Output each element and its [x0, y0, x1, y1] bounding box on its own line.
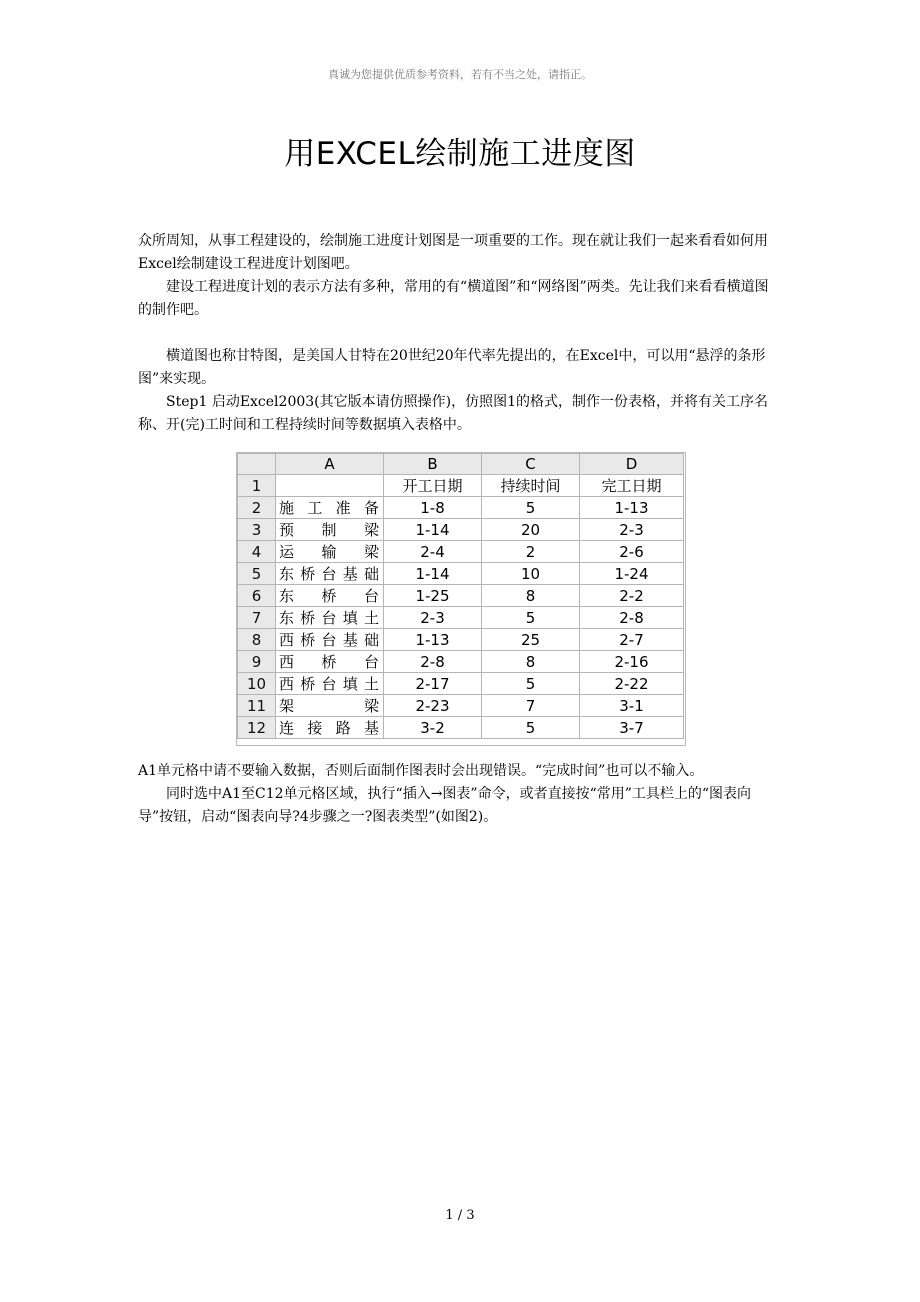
cell-duration: 5 — [482, 673, 580, 695]
cell-end-date: 2-22 — [580, 673, 684, 695]
cell-start-date: 1-8 — [384, 497, 482, 519]
cell-start-date: 1-25 — [384, 585, 482, 607]
cell-end-date: 3-7 — [580, 717, 684, 739]
column-header-row — [238, 454, 684, 475]
row-number: 8 — [238, 629, 276, 651]
cell-name: 东桥台基础 — [276, 563, 384, 585]
paragraph-5: A1单元格中请不要输入数据，否则后面制作图表时会出现错误。“完成时间”也可以不输入。 — [138, 763, 704, 779]
paragraph-4: Step1 启动Excel2003(其它版本请仿照操作)，仿照图1的格式，制作一份表格，并将有关工序名称、开(完)工时间和工程持续时间等数据填入表格中。 — [138, 394, 768, 433]
cell-duration: 5 — [482, 497, 580, 519]
table-row — [238, 497, 684, 519]
cell-duration: 2 — [482, 541, 580, 563]
cell-duration: 8 — [482, 585, 580, 607]
table-row — [238, 651, 684, 673]
row-number: 12 — [238, 717, 276, 739]
row-number: 10 — [238, 673, 276, 695]
cell-end-date: 2-16 — [580, 651, 684, 673]
intro-text — [138, 230, 782, 437]
row-number: 5 — [238, 563, 276, 585]
cell-name: 西桥台基础 — [276, 629, 384, 651]
followup-text — [138, 760, 782, 829]
cell-end-date: 2-8 — [580, 607, 684, 629]
table-row — [238, 541, 684, 563]
cell-duration: 5 — [482, 607, 580, 629]
cell-start-date: 1-14 — [384, 519, 482, 541]
cell-a1 — [276, 475, 384, 497]
row-number: 9 — [238, 651, 276, 673]
corner-cell — [238, 454, 276, 475]
cell-start-date: 2-4 — [384, 541, 482, 563]
table-row — [238, 585, 684, 607]
cell-duration: 25 — [482, 629, 580, 651]
cell-end-date: 1-24 — [580, 563, 684, 585]
table-row — [238, 563, 684, 585]
row-number: 1 — [238, 475, 276, 497]
cell-start-date: 1-14 — [384, 563, 482, 585]
column-header-a: A — [276, 454, 384, 475]
row-number: 7 — [238, 607, 276, 629]
paragraph-2: 建设工程进度计划的表示方法有多种，常用的有“横道图”和“网络图”两类。先让我们来看看横道图的制作吧。 — [138, 279, 769, 318]
cell-duration: 5 — [482, 717, 580, 739]
cell-name: 施工准备 — [276, 497, 384, 519]
cell-d1: 完工日期 — [580, 475, 684, 497]
cell-start-date: 3-2 — [384, 717, 482, 739]
cell-duration: 8 — [482, 651, 580, 673]
paragraph-6: 同时选中A1至C12单元格区域，执行“插入→图表”命令，或者直接按“常用”工具栏上的“图表向导”按钮，启动“图表向导?4步骤之一?图表类型”(如图2)。 — [138, 786, 752, 825]
paragraph-1: 众所周知，从事工程建设的，绘制施工进度计划图是一项重要的工作。现在就让我们一起来看看如何用Excel绘制建设工程进度计划图吧。 — [138, 233, 768, 272]
cell-c1: 持续时间 — [482, 475, 580, 497]
table-row — [238, 629, 684, 651]
cell-start-date: 2-3 — [384, 607, 482, 629]
page-number: 1 / 3 — [445, 1208, 475, 1223]
column-header-d: D — [580, 454, 684, 475]
cell-end-date: 2-7 — [580, 629, 684, 651]
table-row — [238, 717, 684, 739]
paragraph-3: 横道图也称甘特图，是美国人甘特在20世纪20年代率先提出的，在Excel中，可以用“悬浮的条形图”来实现。 — [138, 348, 766, 387]
row-number: 2 — [238, 497, 276, 519]
cell-name: 运输梁 — [276, 541, 384, 563]
cell-start-date: 1-13 — [384, 629, 482, 651]
cell-duration: 20 — [482, 519, 580, 541]
spreadsheet-table — [237, 453, 684, 739]
cell-start-date: 2-17 — [384, 673, 482, 695]
column-header-b: B — [384, 454, 482, 475]
cell-start-date: 2-23 — [384, 695, 482, 717]
table-row — [238, 519, 684, 541]
table-row — [238, 607, 684, 629]
cell-start-date: 2-8 — [384, 651, 482, 673]
table-row — [238, 695, 684, 717]
table-row — [238, 673, 684, 695]
cell-name: 预制梁 — [276, 519, 384, 541]
cell-end-date: 3-1 — [580, 695, 684, 717]
cell-name: 东桥台填土 — [276, 607, 384, 629]
header-note: 真诚为您提供优质参考资料，若有不当之处，请指正。 — [328, 68, 592, 81]
row-number: 6 — [238, 585, 276, 607]
cell-duration: 10 — [482, 563, 580, 585]
cell-end-date: 2-6 — [580, 541, 684, 563]
row-number: 3 — [238, 519, 276, 541]
cell-duration: 7 — [482, 695, 580, 717]
cell-name: 西桥台填土 — [276, 673, 384, 695]
cell-end-date: 1-13 — [580, 497, 684, 519]
cell-b1: 开工日期 — [384, 475, 482, 497]
cell-name: 连接路基 — [276, 717, 384, 739]
cell-name: 东桥台 — [276, 585, 384, 607]
table-row — [238, 475, 684, 497]
cell-end-date: 2-2 — [580, 585, 684, 607]
column-header-c: C — [482, 454, 580, 475]
spreadsheet-figure — [236, 452, 686, 746]
row-number: 4 — [238, 541, 276, 563]
cell-name: 架梁 — [276, 695, 384, 717]
data-rows — [238, 497, 684, 739]
row-number: 11 — [238, 695, 276, 717]
document-title: 用EXCEL绘制施工进度图 — [284, 136, 636, 172]
cell-end-date: 2-3 — [580, 519, 684, 541]
cell-name: 西桥台 — [276, 651, 384, 673]
